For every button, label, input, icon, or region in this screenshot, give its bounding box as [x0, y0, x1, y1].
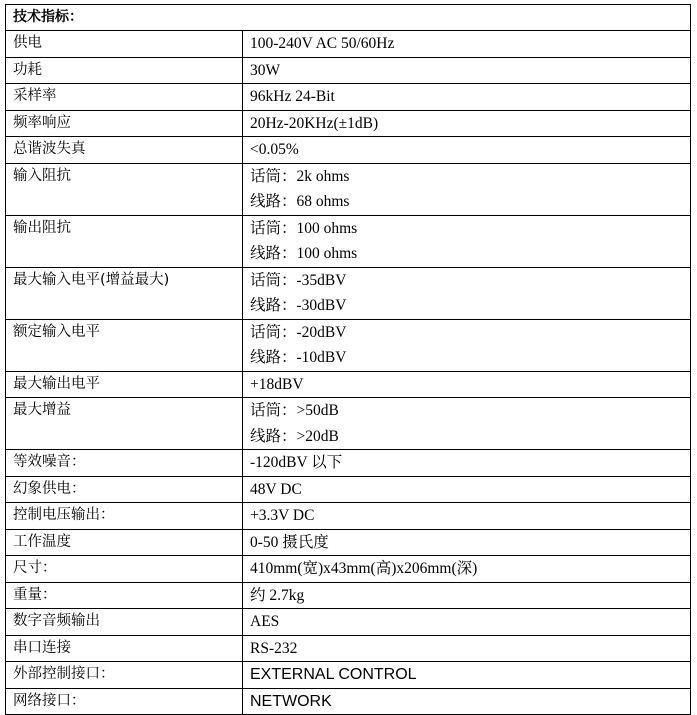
spec-value: [243, 556, 691, 583]
spec-header-row: [6, 5, 691, 31]
spec-table-body: [6, 5, 691, 715]
spec-value-line: NETWORK: [250, 692, 332, 710]
spec-value-line: 约 2.7kg: [250, 586, 305, 604]
spec-value: [243, 450, 691, 477]
spec-label: 输出阻抗: [6, 215, 243, 267]
spec-row: [6, 84, 691, 111]
spec-label: 输入阻抗: [6, 163, 243, 215]
spec-title: 技术指标：: [6, 5, 691, 31]
spec-value: [243, 137, 691, 164]
spec-label: 最大增益: [6, 398, 243, 450]
spec-value-line: +18dBV: [250, 375, 304, 393]
spec-row: [6, 609, 691, 636]
spec-table: [5, 4, 691, 715]
spec-row: [6, 137, 691, 164]
spec-value-line: 线路：-10dBV: [250, 349, 347, 366]
spec-label: 频率响应: [6, 110, 243, 137]
spec-value-line: 话筒：-35dBV: [250, 271, 347, 289]
spec-value-line: 0-50 摄氏度: [250, 533, 329, 551]
spec-label: 采样率: [6, 84, 243, 111]
spec-row: [6, 267, 691, 319]
spec-value-line: 410mm(宽)x43mm(高)x206mm(深): [250, 560, 478, 577]
spec-row: [6, 635, 691, 662]
spec-value-line: 话筒：>50dB: [250, 402, 339, 419]
spec-value-line: 100-240V AC 50/60Hz: [250, 35, 395, 52]
spec-row: [6, 110, 691, 137]
spec-row: [6, 503, 691, 530]
spec-label: 尺寸：: [6, 556, 243, 583]
spec-value: [243, 503, 691, 530]
spec-value: [243, 163, 691, 215]
spec-value: [243, 371, 691, 398]
spec-label: 重量：: [6, 582, 243, 609]
spec-label: 串口连接: [6, 635, 243, 662]
spec-value: [243, 529, 691, 556]
spec-value-line: EXTERNAL CONTROL: [250, 666, 417, 683]
spec-label: 数字音频输出: [6, 609, 243, 636]
spec-value-line: 话筒：-20dBV: [250, 323, 347, 341]
spec-value-line: AES: [250, 613, 280, 630]
spec-value-line: 线路：100 ohms: [250, 245, 358, 262]
spec-label: 最大输出电平: [6, 371, 243, 398]
spec-row: [6, 529, 691, 556]
spec-value: [243, 319, 691, 371]
spec-label: 额定输入电平: [6, 319, 243, 371]
spec-row: [6, 398, 691, 450]
spec-value: [243, 609, 691, 636]
spec-value-line: +3.3V DC: [250, 507, 315, 524]
spec-value: [243, 110, 691, 137]
spec-value-line: 48V DC: [250, 480, 302, 498]
spec-value: [243, 582, 691, 609]
spec-row: [6, 371, 691, 398]
spec-label: 幻象供电：: [6, 476, 243, 503]
spec-label: 外部控制接口：: [6, 662, 243, 689]
spec-value: [243, 662, 691, 689]
spec-row: [6, 57, 691, 84]
spec-label: 工作温度: [6, 529, 243, 556]
spec-label: 等效噪音：: [6, 450, 243, 477]
spec-value: [243, 398, 691, 450]
spec-row: [6, 319, 691, 371]
spec-row: [6, 215, 691, 267]
spec-row: [6, 450, 691, 477]
spec-label: 供电: [6, 31, 243, 58]
spec-row: [6, 582, 691, 609]
spec-value: [243, 688, 691, 715]
spec-value-line: 96kHz 24-Bit: [250, 88, 335, 105]
spec-value: [243, 635, 691, 662]
spec-label: 控制电压输出：: [6, 503, 243, 530]
spec-value: [243, 57, 691, 84]
spec-row: [6, 662, 691, 689]
spec-value: [243, 267, 691, 319]
spec-value-line: 话筒：2k ohms: [250, 167, 350, 185]
spec-row: [6, 556, 691, 583]
spec-value-line: <0.05%: [250, 141, 299, 158]
spec-row: [6, 163, 691, 215]
spec-label: 功耗: [6, 57, 243, 84]
spec-value: [243, 476, 691, 503]
spec-label: 网络接口：: [6, 688, 243, 715]
spec-value-line: 话筒：100 ohms: [250, 219, 358, 237]
spec-value-line: RS-232: [250, 639, 298, 657]
spec-label: 最大输入电平(增益最大): [6, 267, 243, 319]
spec-value-line: 线路：68 ohms: [250, 193, 350, 210]
spec-value: [243, 215, 691, 267]
spec-value-line: 30W: [250, 61, 281, 79]
spec-value: [243, 84, 691, 111]
spec-value-line: -120dBV 以下: [250, 454, 343, 471]
spec-value-line: 20Hz-20KHz(±1dB): [250, 114, 379, 132]
spec-row: [6, 476, 691, 503]
spec-label: 总谐波失真: [6, 137, 243, 164]
spec-value: [243, 31, 691, 58]
spec-row: [6, 31, 691, 58]
spec-row: [6, 688, 691, 715]
spec-value-line: 线路：>20dB: [250, 427, 339, 445]
spec-value-line: 线路：-30dBV: [250, 297, 347, 314]
